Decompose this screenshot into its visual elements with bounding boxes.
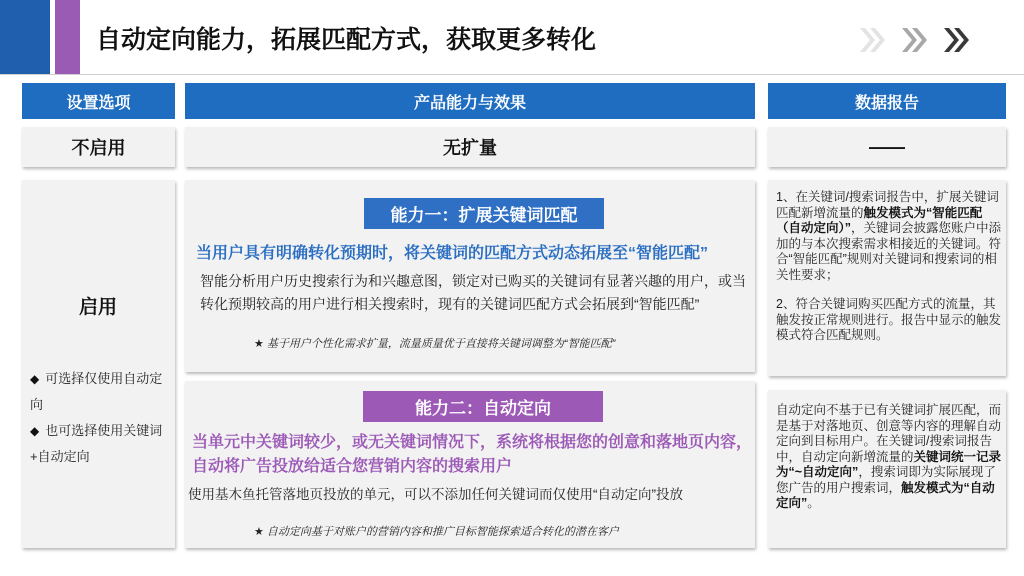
header-accent-purple xyxy=(55,0,80,74)
column-header-report: 数据报告 xyxy=(768,83,1006,119)
ability1-body: 智能分析用户历史搜索行为和兴趣意图，锁定对已购买的关键词有显著兴趣的用户，或当转化预期较高的用户进行相关搜索时，现有的关键词匹配方式会拓展到“智能匹配” xyxy=(200,273,746,312)
page-title: 自动定向能力，拓展匹配方式，获取更多转化 xyxy=(96,26,597,54)
report1-emphasis: 触发模式为“智能匹配（自动定向）” xyxy=(776,205,983,235)
diamond-bullet-icon: ◆ xyxy=(30,424,40,438)
setting-disabled: 不启用 xyxy=(22,127,175,167)
report2-text-part: ，搜索词即为实际展现了您广告的用户搜索词， xyxy=(776,465,996,495)
ability2-title: 能力二：自动定向 xyxy=(363,391,603,422)
report1-text-part: 1、在关键词/搜索词报告中，扩展关键词匹配新增流量的 xyxy=(776,190,999,220)
column-header-settings: 设置选项 xyxy=(22,83,175,119)
header-accent-blue xyxy=(0,0,50,74)
ability1-note: ★ 基于用户个性化需求扩量，流量质量优于直接将关键词调整为“智能匹配” xyxy=(254,338,616,350)
report2-emphasis: 关键词统一记录为“~自动定向” xyxy=(776,449,1002,479)
report2-text xyxy=(776,403,1002,512)
report2-text-part: 。 xyxy=(807,496,820,510)
column-header-capability: 产品能力与效果 xyxy=(185,83,755,119)
chevron-right-icon xyxy=(940,24,972,56)
option-item xyxy=(30,366,175,417)
report2-text-part: 自动定向不基于已有关键词扩展匹配，而是基于对落地页、创意等内容的理解自动定向到目标用户。在关键词/搜索词报告中，自动定向新增流量的 xyxy=(776,403,1002,464)
ability1-subtitle: 当用户具有明确转化预期时，将关键词的匹配方式动态拓展至“智能匹配” xyxy=(196,245,709,262)
ability2-subtitle: 当单元中关键词较少，或无关键词情况下，系统将根据您的创意和落地页内容，自动将广告投放给适合您营销内容的搜索用户 xyxy=(192,434,753,475)
header-divider xyxy=(0,74,1024,75)
report1-text xyxy=(776,190,1002,344)
report-disabled: —— xyxy=(768,127,1006,167)
diamond-bullet-icon: ◆ xyxy=(30,372,40,386)
capability-disabled: 无扩量 xyxy=(185,127,755,167)
setting-enabled-label: 启用 xyxy=(78,297,117,318)
report1-text-part: ，关键词会披露您账户中添加的与本次搜索需求相接近的关键词。符合“智能匹配”规则对关键词和搜索词的相关性要求； xyxy=(776,221,1002,282)
report1-paragraph2: 2、符合关键词购买匹配方式的流量，其触发按正常规则进行。报告中显示的触发模式符合匹配规则。 xyxy=(776,297,1002,342)
setting-enabled-cell xyxy=(22,180,175,548)
chevron-right-icon xyxy=(898,24,930,56)
option-text: 也可选择使用关键词+自动定向 xyxy=(30,423,163,464)
option-text: 可选择仅使用自动定向 xyxy=(30,371,163,412)
ability1-title: 能力一：扩展关键词匹配 xyxy=(364,198,604,229)
ability2-note: ★ 自动定向基于对账户的营销内容和推广目标智能探索适合转化的潜在客户 xyxy=(254,526,619,538)
ability2-body: 使用基木鱼托管落地页投放的单元，可以不添加任何关键词而仅使用“自动定向”投放 xyxy=(188,487,683,502)
chevron-right-icon xyxy=(856,24,888,56)
option-item xyxy=(30,418,175,469)
report2-emphasis: 触发模式为“自动定向” xyxy=(776,480,995,510)
